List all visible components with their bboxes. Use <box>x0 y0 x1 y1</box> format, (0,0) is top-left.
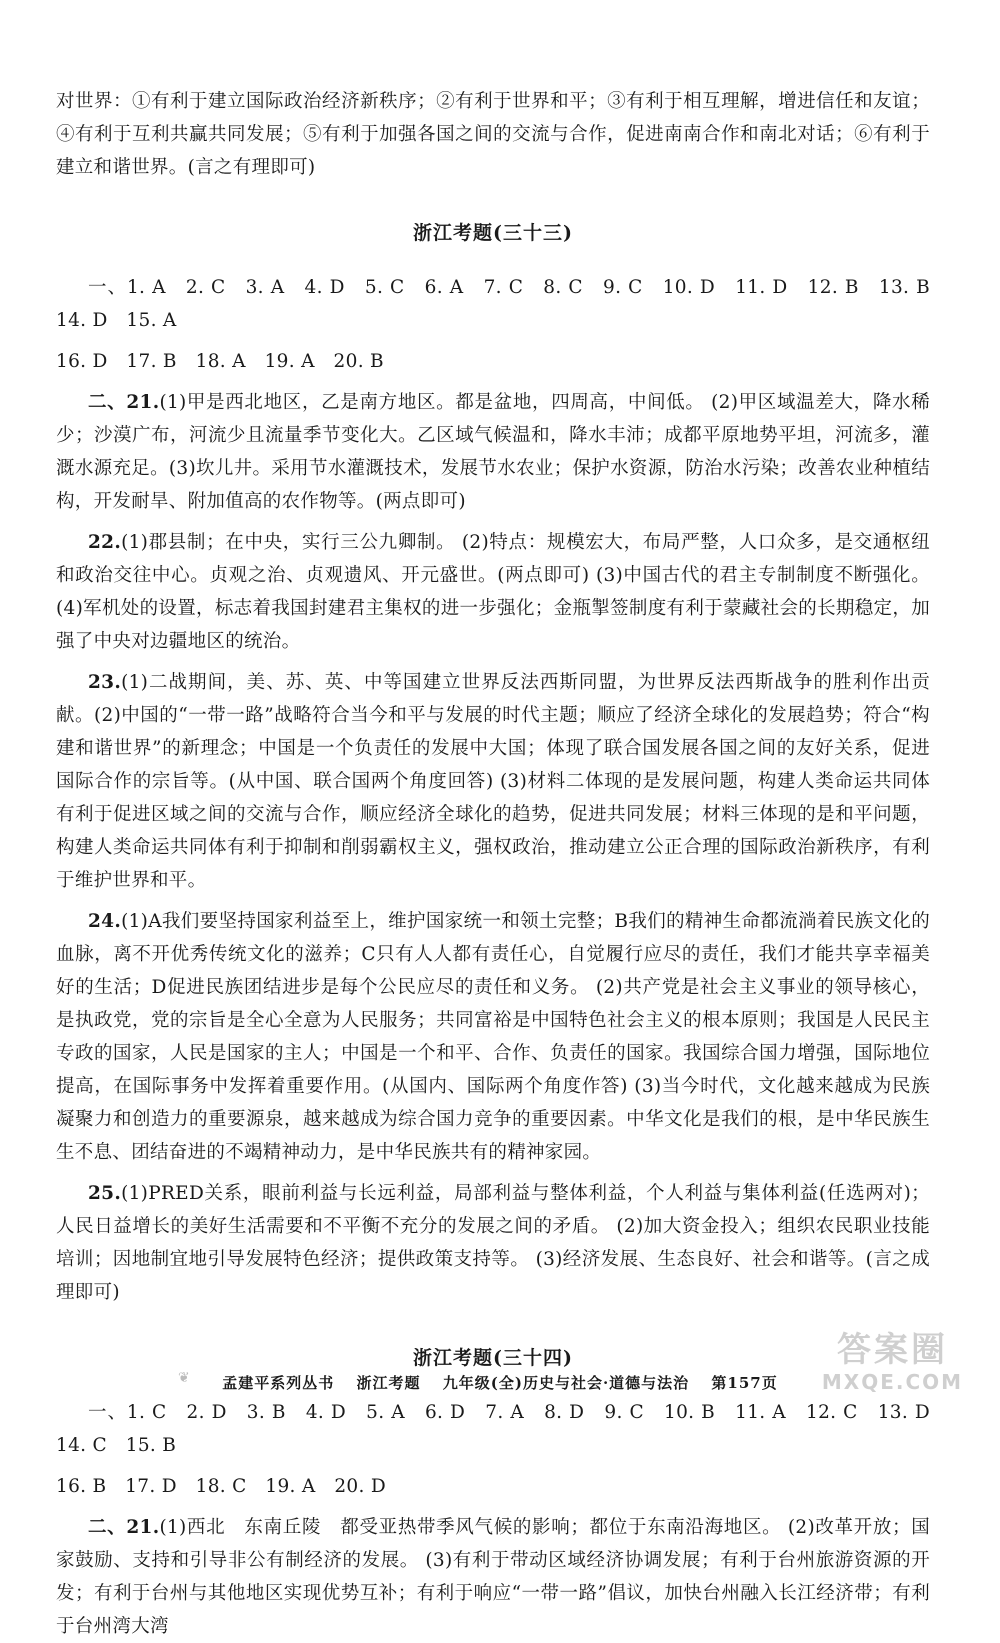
footer-page-number: 第157页 <box>711 1374 778 1392</box>
choices-33-row1: 一、1. A 2. C 3. A 4. D 5. C 6. A 7. C 8. C 9. C 10. D 11. D 12. B 13. B 14. D 15. A <box>56 277 949 331</box>
watermark-top-text: 答案圈 <box>837 1330 948 1370</box>
q21-34 <box>56 1511 930 1643</box>
q23-33-number: 23. <box>88 672 122 693</box>
choices-34-row1: 一、1. C 2. D 3. B 4. D 5. A 6. D 7. A 8. D 9. C 10. B 11. A 12. C 13. D 14. C 15. B <box>56 1402 949 1456</box>
choices-34-row2: 16. B 17. D 18. C 19. A 20. D <box>56 1476 386 1497</box>
q21-33-number: 二、21. <box>88 392 160 413</box>
q22-33-number: 22. <box>88 532 122 553</box>
q25-33-text: (1)PRED关系，眼前利益与长远利益，局部利益与整体利益，个人利益与集体利益(任选两对)；人民日益增长的美好生活需要和不平衡不充分的发展之间的矛盾。 (2)加大资金投入；组织农民职业技能培训；因地制宜地引导发展特色经济；提供政策支持等。 (3)经济发展、生态良好、社会和谐等。(言之成理即可) <box>56 1183 930 1303</box>
q23-33 <box>56 666 930 897</box>
q25-33 <box>56 1177 930 1309</box>
q21-34-text: (1)西北 东南丘陵 都受亚热带季风气候的影响；都位于东南沿海地区。 (2)改革开放；国家鼓励、支持和引导非公有制经济的发展。 (3)有利于带动区域经济协调发展；有利于台州旅游资源的开发；有利于台州与其他地区实现优势互补；有利于响应“一带一路”倡议，加快台州融入长江经济带；有利于台州湾大湾 <box>56 1517 930 1637</box>
footer-book: 浙江考题 <box>356 1374 421 1392</box>
footer-subject: 九年级(全)历史与社会·道德与法治 <box>442 1374 690 1392</box>
watermark-bottom-text: MXQE.COM <box>821 1370 964 1394</box>
section-title-34: 浙江考题(三十四) <box>413 1347 573 1369</box>
decorative-flourish-icon: ❦ <box>178 1370 190 1386</box>
q24-33-text: (1)A我们要坚持国家利益至上，维护国家统一和领土完整；B我们的精神生命都流淌着民族文化的血脉，离不开优秀传统文化的滋养；C只有人人都有责任心，自觉履行应尽的责任，我们才能共享幸福美好的生活；D促进民族团结进步是每个公民应尽的责任和义务。 (2)共产党是社会主义事业的领导核心，是执政党，党的宗旨是全心全意为人民服务；共同富裕是中国特色社会主义的根本原则；我国是人民民主专政的国家，人民是国家的主人；中国是一个和平、合作、负责任的国家。我国综合国力增强，国际地位提高，在国际事务中发挥着重要作用。(从国内、国际两个角度作答) (3)当今时代，文化越来越成为民族凝聚力和创造力的重要源泉，越来越成为综合国力竞争的重要因素。中华文化是我们的根，是中华民族生生不息、团结奋进的不竭精神动力，是中华民族共有的精神家园。 <box>56 911 930 1163</box>
q22-33 <box>56 526 930 658</box>
q21-33 <box>56 386 930 518</box>
section-title-33: 浙江考题(三十三) <box>413 222 573 244</box>
q23-33-text: (1)二战期间，美、苏、英、中等国建立世界反法西斯同盟，为世界反法西斯战争的胜利作出贡献。(2)中国的“一带一路”战略符合当今和平与发展的时代主题；顺应了经济全球化的发展趋势；符合“构建和谐世界”的新理念；中国是一个负责任的发展中大国；体现了联合国发展各国之间的友好关系，促进国际合作的宗旨等。(从中国、联合国两个角度回答) (3)材料二体现的是发展问题，构建人类命运共同体有利于促进区域之间的交流与合作，顺应经济全球化的趋势，促进共同发展；材料三体现的是和平问题，构建人类命运共同体有利于抑制和削弱霸权主义，强权政治，推动建立公正合理的国际政治新秩序，有利于维护世界和平。 <box>56 672 930 891</box>
q22-33-text: (1)郡县制；在中央，实行三公九卿制。 (2)特点：规模宏大，布局严整，人口众多，是交通枢纽和政治交往中心。贞观之治、贞观遗风、开元盛世。(两点即可) (3)中国古代的君主专制制度不断强化。 (4)军机处的设置，标志着我国封建君主集权的进一步强化；金瓶掣签制度有利于蒙藏社会的长期稳定，加强了中央对边疆地区的统治。 <box>56 532 930 652</box>
watermark-logo <box>805 1330 980 1410</box>
choices-33-row2: 16. D 17. B 18. A 19. A 20. B <box>56 351 384 372</box>
footer-series: 孟建平系列丛书 <box>222 1374 335 1392</box>
q24-33 <box>56 905 930 1169</box>
q21-34-number: 二、21. <box>88 1517 160 1538</box>
q24-33-number: 24. <box>88 911 122 932</box>
q21-33-text: (1)甲是西北地区，乙是南方地区。都是盆地，四周高，中间低。 (2)甲区域温差大，降水稀少；沙漠广布，河流少且流量季节变化大。乙区域气候温和，降水丰沛；成都平原地势平坦，河流多，灌溉水源充足。(3)坎儿井。采用节水灌溉技术，发展节水农业；保护水资源，防治水污染；改善农业种植结构，开发耐旱、附加值高的农作物等。(两点即可) <box>56 392 930 512</box>
q25-33-number: 25. <box>88 1183 122 1204</box>
intro-paragraph: 对世界：①有利于建立国际政治经济新秩序；②有利于世界和平；③有利于相互理解，增进信任和友谊；④有利于互利共赢共同发展；⑤有利于加强各国之间的交流与合作，促进南南合作和南北对话；⑥有利于建立和谐世界。(言之有理即可) <box>56 91 930 178</box>
